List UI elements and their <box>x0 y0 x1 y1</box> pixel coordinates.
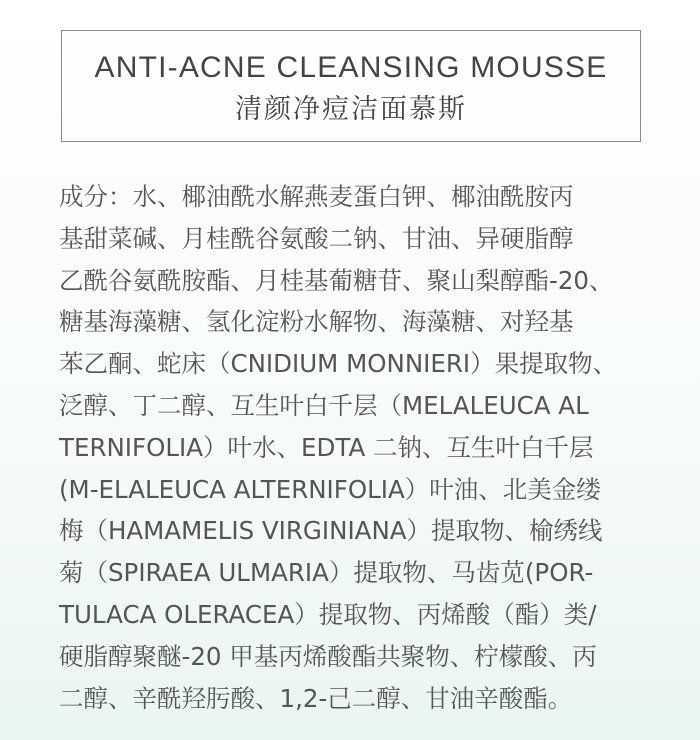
product-title-english: ANTI-ACNE CLEANSING MOUSSE <box>94 51 608 84</box>
ingredients-line: 成分：水、椰油酰水解燕麦蛋白钾、椰油酰胺丙 <box>59 182 574 211</box>
product-title-chinese: 清颜净痘洁面慕斯 <box>235 94 467 125</box>
ingredients-list <box>59 176 659 719</box>
ingredients-line: 糖基海藻糖、氢化淀粉水解物、海藻糖、对羟基 <box>59 307 574 337</box>
ingredients-line: 菊（SPIRAEA ULMARIA）提取物、马齿苋(POR- <box>59 558 594 588</box>
ingredients-line: (M-ELALEUCA ALTERNIFOLIA）叶油、北美金缕 <box>59 474 601 504</box>
ingredients-line: 二醇、辛酰羟肟酸、1,2-己二醇、甘油辛酸酯。 <box>59 683 573 713</box>
product-title-box <box>61 30 641 142</box>
ingredients-line: TULACA OLERACEA）提取物、丙烯酸（酯）类/ <box>59 599 597 629</box>
ingredients-line: 苯乙酮、蛇床（CNIDIUM MONNIERI）果提取物、 <box>59 349 618 379</box>
ingredients-line: TERNIFOLIA）叶水、EDTA 二钠、互生叶白千层 <box>59 432 594 462</box>
ingredients-line: 泛醇、丁二醇、互生叶白千层（MELALEUCA AL <box>59 390 589 420</box>
ingredients-line: 硬脂醇聚醚-20 甲基丙烯酸酯共聚物、柠檬酸、丙 <box>59 641 597 671</box>
ingredients-line: 乙酰谷氨酰胺酯、月桂基葡糖苷、聚山梨醇酯-20、 <box>59 265 614 295</box>
ingredients-line: 基甜菜碱、月桂酰谷氨酸二钠、甘油、异硬脂醇 <box>59 223 574 253</box>
ingredients-line: 梅（HAMAMELIS VIRGINIANA）提取物、榆绣线 <box>59 516 603 546</box>
